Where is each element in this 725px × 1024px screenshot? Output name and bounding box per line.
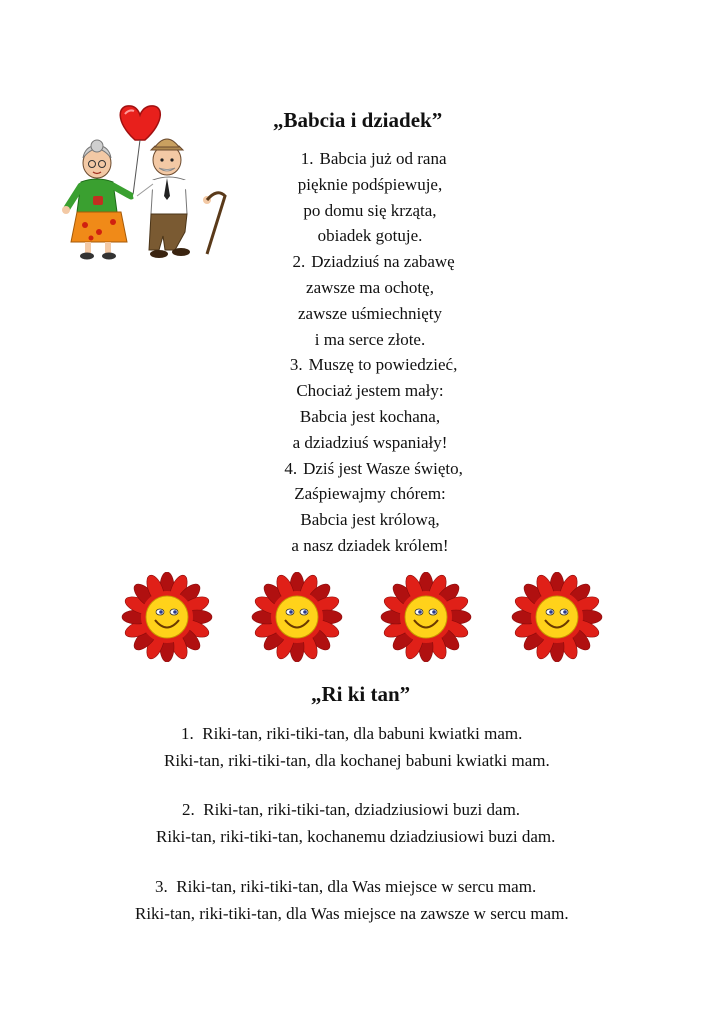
song-verse-3-line-1: 3. Riki-tan, riki-tiki-tan, dla Was miejsce w sercu mam. [155,877,537,896]
poem-line: zawsze uśmiechnięty [298,303,442,323]
poem-line: Babcia jest królową, [300,510,440,530]
poem-line: pięknie podśpiewuje, [297,174,443,194]
poem-line: 4. Dziś jest Wasze święto, [284,458,463,478]
flower-row [120,572,610,662]
poem-line: Zaśpiewajmy chórem: [294,484,446,504]
song-verse-1-line-1: 1. Riki-tan, riki-tiki-tan, dla babuni kwiatki mam. [181,724,523,743]
poem-line: 1. Babcia już od rana [300,149,447,168]
smiling-flower-icon [512,572,602,662]
poem-line: Chociaż jestem mały: [296,381,444,401]
heart-balloon-icon [120,106,160,140]
song-verse-3-line-2: Riki-tan, riki-tiki-tan, dla Was miejsce na zawsze w sercu mam. [135,904,569,923]
poem-line: po domu się krząta, [303,200,437,220]
poem-line: i ma serce złote. [314,329,426,349]
grandma-figure [62,140,131,260]
poem-stanza-2 [200,249,540,352]
poem-line: a nasz dziadek królem! [291,535,449,555]
smiling-flower-icon [381,572,471,662]
poem-line: 2. Dziadziuś na zabawę [292,252,455,272]
poem-body [200,146,540,559]
poem-line: a dziadziuś wspaniały! [292,432,448,452]
poem-line: obiadek gotuje. [317,226,423,246]
song-verse-2-line-2: Riki-tan, riki-tiki-tan, kochanemu dziadziusiowi buzi dam. [156,827,556,846]
poem-stanza-1 [200,146,540,249]
smiling-flower-icon [252,572,342,662]
poem-line: 3. Muszę to powiedzieć, [289,355,458,375]
smiling-flower-icon [122,572,212,662]
song-verse-1-line-2: Riki-tan, riki-tiki-tan, dla kochanej babuni kwiatki mam. [164,751,550,770]
poem-stanza-3 [200,352,540,455]
song-verse-2-line-1: 2. Riki-tan, riki-tiki-tan, dziadziusiowi buzi dam. [182,800,521,819]
poem-stanza-4 [200,456,540,559]
poem-line: zawsze ma ochotę, [306,277,434,297]
poem-line: Babcia jest kochana, [299,406,441,426]
